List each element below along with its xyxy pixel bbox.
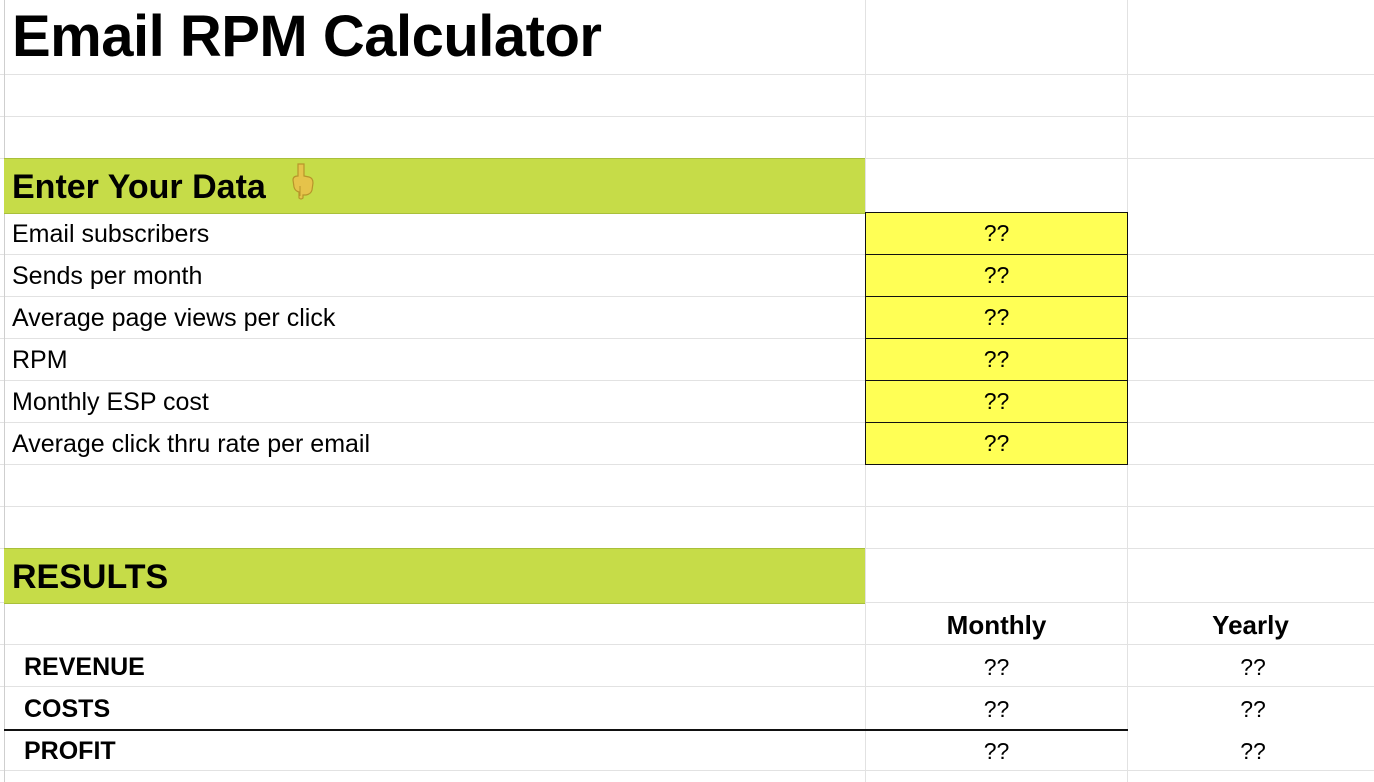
input-section-header-label: Enter Your Data xyxy=(12,168,266,206)
input-average-click-thru-rate[interactable]: ?? xyxy=(865,422,1128,465)
grid-line xyxy=(0,506,1374,507)
column-header-yearly[interactable]: Yearly xyxy=(1212,610,1289,640)
pointing-down-hand-icon xyxy=(289,162,315,216)
label-rpm: RPM xyxy=(12,346,68,374)
result-profit-yearly[interactable]: ?? xyxy=(1240,738,1266,764)
result-label-costs[interactable]: COSTS xyxy=(24,695,111,723)
result-label-profit[interactable]: PROFIT xyxy=(24,737,116,765)
result-revenue-monthly[interactable]: ?? xyxy=(983,654,1010,680)
label-monthly-esp-cost: Monthly ESP cost xyxy=(12,388,209,416)
input-average-page-views-per-click[interactable]: ?? xyxy=(865,296,1128,339)
page-title[interactable]: Email RPM Calculator xyxy=(12,4,602,69)
sheet-left-edge xyxy=(4,0,5,782)
input-email-subscribers[interactable]: ?? xyxy=(865,212,1128,255)
result-profit-monthly[interactable]: ?? xyxy=(983,738,1010,764)
label-average-page-views-per-click: Average page views per click xyxy=(12,304,336,332)
result-label-revenue[interactable]: REVENUE xyxy=(24,653,145,681)
results-section-header[interactable]: RESULTS xyxy=(12,558,169,596)
input-rpm[interactable]: ?? xyxy=(865,338,1128,381)
input-section-header[interactable] xyxy=(12,160,315,214)
column-header-monthly[interactable]: Monthly xyxy=(946,610,1047,640)
label-average-click-thru-rate: Average click thru rate per email xyxy=(12,430,371,458)
input-sends-per-month[interactable]: ?? xyxy=(865,254,1128,297)
result-costs-yearly[interactable]: ?? xyxy=(1240,696,1266,722)
label-sends-per-month: Sends per month xyxy=(12,262,203,290)
grid-line xyxy=(0,74,1374,75)
label-email-subscribers: Email subscribers xyxy=(12,220,210,248)
result-costs-monthly[interactable]: ?? xyxy=(983,696,1010,722)
grid-line xyxy=(0,116,1374,117)
result-revenue-yearly[interactable]: ?? xyxy=(1240,654,1266,680)
input-monthly-esp-cost[interactable]: ?? xyxy=(865,380,1128,423)
